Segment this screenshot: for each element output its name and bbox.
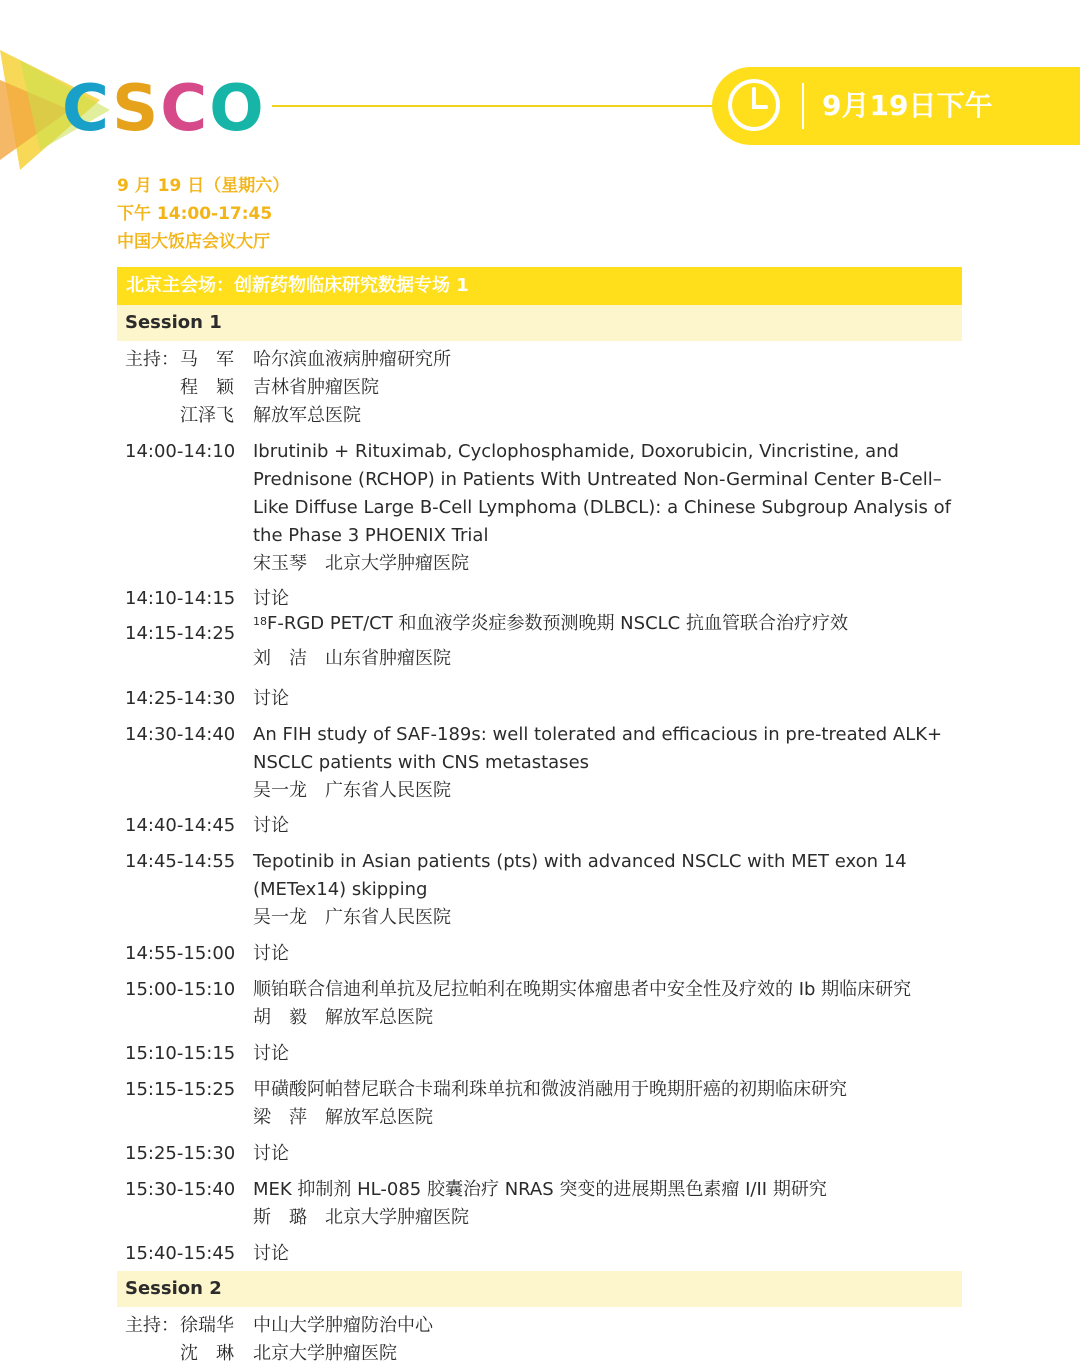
chair-name: 沈 琳 bbox=[180, 1343, 234, 1364]
isotope-superscript: 18 bbox=[253, 615, 267, 628]
session-header: Session 1 bbox=[117, 305, 962, 341]
clock-icon bbox=[726, 77, 782, 133]
chair-name: 程 颖 bbox=[180, 377, 234, 398]
chair-institution: 北京大学肿瘤医院 bbox=[253, 1343, 397, 1364]
badge-divider bbox=[802, 83, 804, 129]
agenda-time: 14:25-14:30 bbox=[125, 688, 236, 709]
date-badge bbox=[712, 67, 1080, 145]
chair-label: 主持： bbox=[125, 349, 179, 370]
discussion-label: 讨论 bbox=[253, 588, 289, 609]
agenda-time: 14:00-14:10 bbox=[125, 441, 236, 462]
event-time: 下午 14:00-17:45 bbox=[117, 204, 273, 224]
talk-title-text: F-RGD PET/CT 和血液学炎症参数预测晚期 NSCLC 抗血管联合治疗疗效 bbox=[267, 613, 848, 634]
chair-name: 马 军 bbox=[180, 349, 234, 370]
agenda-time: 14:30-14:40 bbox=[125, 724, 236, 745]
talk-speaker: 吴一龙 广东省人民医院 bbox=[253, 907, 451, 928]
header-rule bbox=[272, 105, 722, 107]
discussion-label: 讨论 bbox=[253, 943, 289, 964]
agenda-time: 15:00-15:10 bbox=[125, 979, 236, 1000]
event-date: 9 月 19 日（星期六） bbox=[117, 176, 290, 196]
talk-title bbox=[253, 610, 953, 638]
talk-title: Tepotinib in Asian patients (pts) with advanced NSCLC with MET exon 14 (METex14) skipping bbox=[253, 851, 907, 900]
talk-title: MEK 抑制剂 HL-085 胶囊治疗 NRAS 突变的进展期黑色素瘤 I/II 期研究 bbox=[253, 1179, 827, 1200]
talk-title: An FIH study of SAF-189s: well tolerated and efficacious in pre-treated ALK+ NSCLC patients with CNS metastases bbox=[253, 724, 943, 773]
talk-speaker: 斯 璐 北京大学肿瘤医院 bbox=[253, 1207, 469, 1228]
agenda-time: 15:30-15:40 bbox=[125, 1179, 236, 1200]
talk-speaker: 胡 毅 解放军总医院 bbox=[253, 1007, 433, 1028]
agenda-time: 14:15-14:25 bbox=[125, 623, 236, 644]
discussion-label: 讨论 bbox=[253, 1243, 289, 1264]
chair-institution: 吉林省肿瘤医院 bbox=[253, 377, 379, 398]
agenda-time: 14:40-14:45 bbox=[125, 815, 236, 836]
talk-title: Ibrutinib + Rituximab, Cyclophosphamide, Doxorubicin, Vincristine, and Prednisone (RCHOP) in Patients With Untreated Non-Germinal Center B-Cell–Like Diffuse Large B-Cell Lymphoma (DLBCL): a Chinese Subgroup Analysis of the Phase 3 PHOENIX Trial bbox=[253, 441, 951, 546]
session-header: Session 2 bbox=[117, 1271, 962, 1307]
csco-logo: CSCO bbox=[62, 72, 266, 146]
talk-speaker: 宋玉琴 北京大学肿瘤医院 bbox=[253, 553, 469, 574]
agenda-time: 14:45-14:55 bbox=[125, 851, 236, 872]
talk-speaker: 梁 萍 解放军总医院 bbox=[253, 1107, 433, 1128]
date-badge-label: 9月19日下午 bbox=[822, 89, 993, 122]
agenda-time: 15:25-15:30 bbox=[125, 1143, 236, 1164]
discussion-label: 讨论 bbox=[253, 815, 289, 836]
track-banner: 北京主会场：创新药物临床研究数据专场 1 bbox=[117, 267, 962, 305]
discussion-label: 讨论 bbox=[253, 1143, 289, 1164]
chair-name: 徐瑞华 bbox=[180, 1315, 234, 1336]
chair-name: 江泽飞 bbox=[180, 405, 234, 426]
discussion-label: 讨论 bbox=[253, 1043, 289, 1064]
discussion-label: 讨论 bbox=[253, 688, 289, 709]
chair-institution: 中山大学肿瘤防治中心 bbox=[253, 1315, 433, 1336]
event-info bbox=[117, 172, 289, 256]
agenda-time: 14:55-15:00 bbox=[125, 943, 236, 964]
agenda-time: 14:10-14:15 bbox=[125, 588, 236, 609]
agenda-time: 15:40-15:45 bbox=[125, 1243, 236, 1264]
talk-speaker: 刘 洁 山东省肿瘤医院 bbox=[253, 648, 451, 669]
talk-speaker: 吴一龙 广东省人民医院 bbox=[253, 780, 451, 801]
chair-institution: 哈尔滨血液病肿瘤研究所 bbox=[253, 349, 451, 370]
talk-title: 甲磺酸阿帕替尼联合卡瑞利珠单抗和微波消融用于晚期肝癌的初期临床研究 bbox=[253, 1079, 847, 1100]
agenda-time: 15:10-15:15 bbox=[125, 1043, 236, 1064]
chair-label: 主持： bbox=[125, 1315, 179, 1336]
chair-institution: 解放军总医院 bbox=[253, 405, 361, 426]
agenda-time: 15:15-15:25 bbox=[125, 1079, 236, 1100]
event-venue: 中国大饭店会议大厅 bbox=[117, 232, 270, 252]
talk-title: 顺铂联合信迪利单抗及尼拉帕利在晚期实体瘤患者中安全性及疗效的 Ib 期临床研究 bbox=[253, 979, 912, 1000]
